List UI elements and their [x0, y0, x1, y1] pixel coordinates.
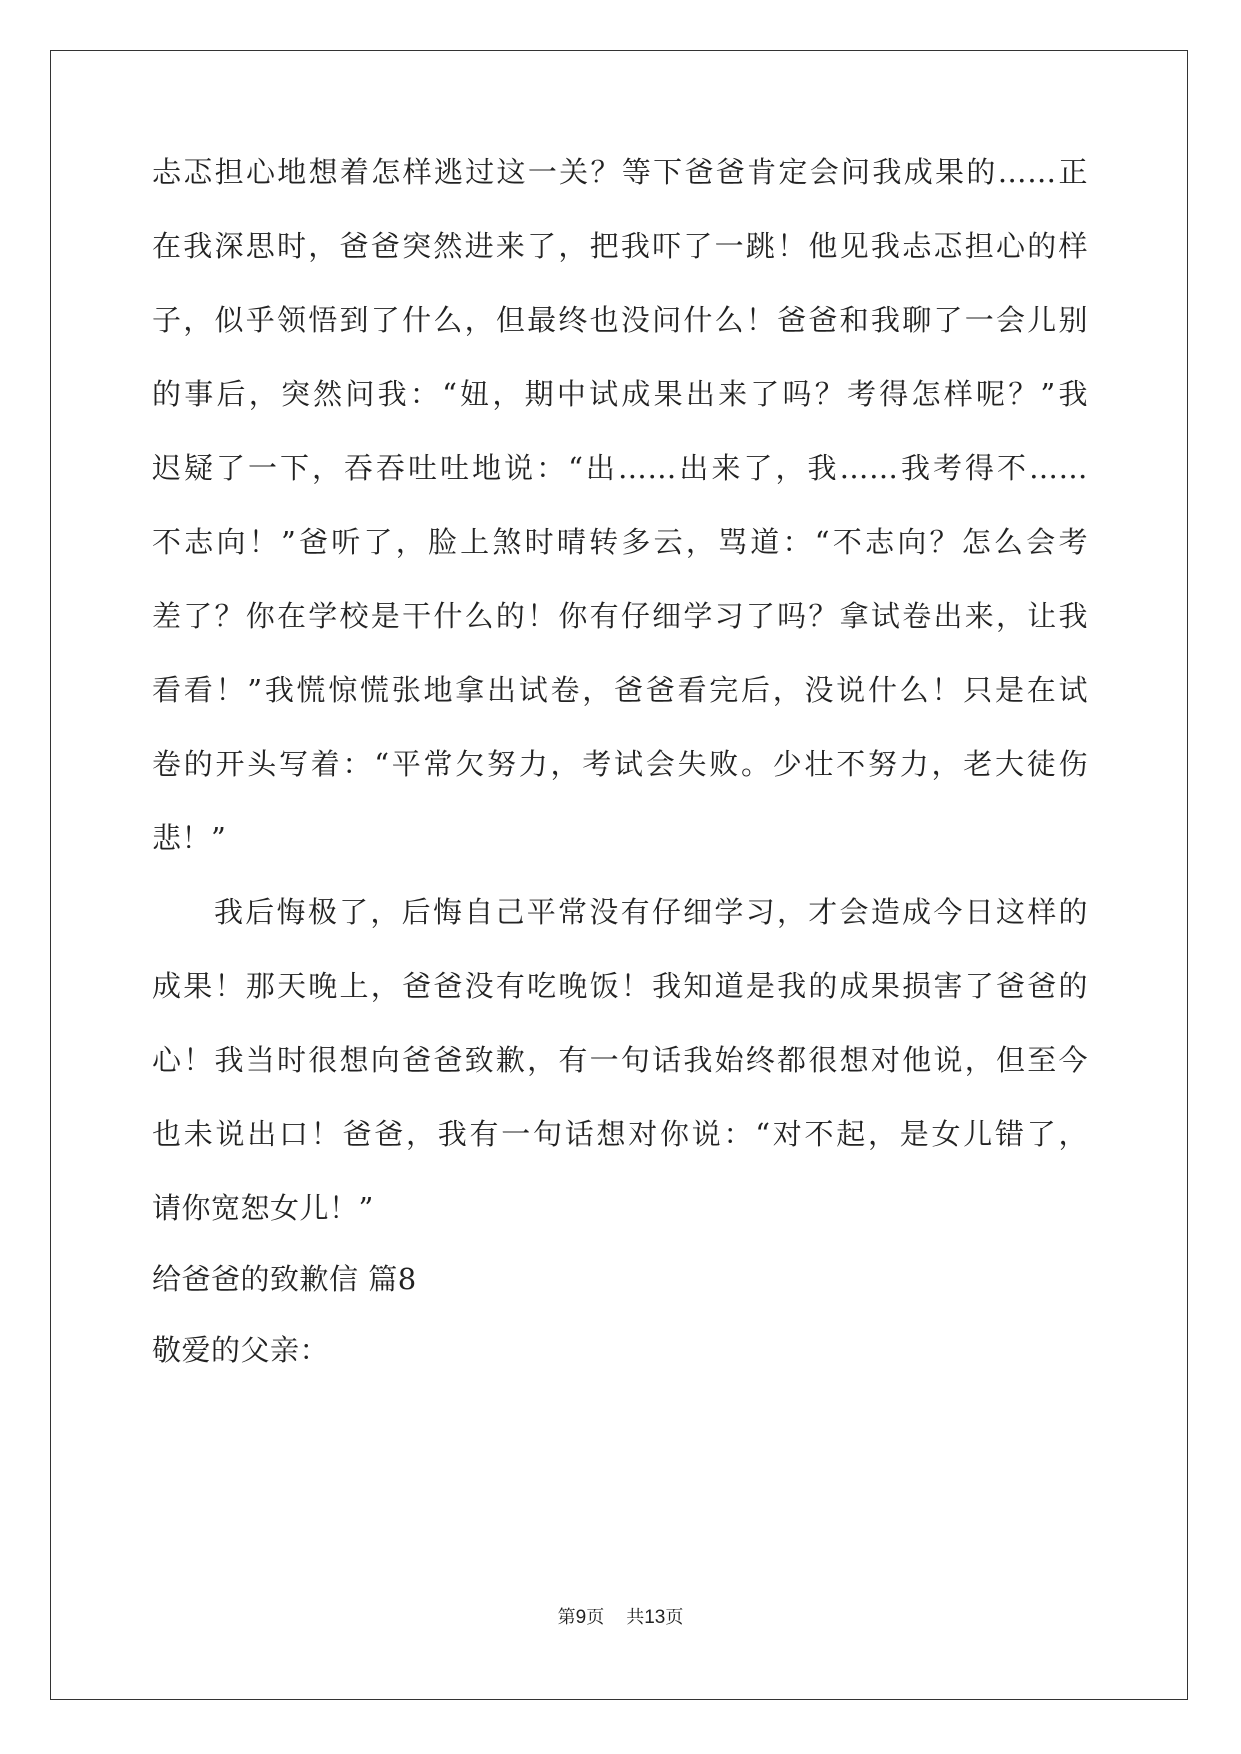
- body-line: 迟疑了一下，吞吞吐吐地说：“出……出来了，我……我考得不……: [152, 451, 1088, 485]
- body-line: 请你宽恕女儿！”: [152, 1191, 374, 1225]
- total-pages: 13: [644, 1607, 666, 1628]
- body-line: 成果！那天晚上，爸爸没有吃晚饭！我知道是我的成果损害了爸爸的: [152, 969, 1088, 1003]
- body-line: 心！我当时很想向爸爸致歉，有一句话我始终都很想对他说，但至今: [152, 1043, 1088, 1077]
- total-suffix: 页: [665, 1607, 684, 1628]
- page-suffix: 页: [586, 1607, 605, 1628]
- paragraph-first-line: 我后悔极了，后悔自己平常没有仔细学习，才会造成今日这样的: [214, 895, 1088, 929]
- body-line: 也未说出口！爸爸，我有一句话想对你说：“对不起，是女儿错了，: [152, 1117, 1088, 1151]
- body-line: 差了？你在学校是干什么的！你有仔细学习了吗？拿试卷出来，让我: [152, 599, 1088, 633]
- total-prefix: 共: [626, 1607, 645, 1628]
- body-line: 卷的开头写着：“平常欠努力，考试会失败。少壮不努力，老大徒伤: [152, 747, 1088, 781]
- page-prefix: 第: [557, 1607, 576, 1628]
- page-border: [50, 50, 1188, 1700]
- section-heading: 给爸爸的致歉信 篇8: [152, 1262, 417, 1296]
- body-line: 悲！”: [152, 821, 227, 855]
- body-line: 看看！”我慌惊慌张地拿出试卷，爸爸看完后，没说什么！只是在试: [152, 673, 1088, 707]
- body-line: 的事后，突然问我：“妞，期中试成果出来了吗？考得怎样呢？”我: [152, 377, 1088, 411]
- body-line: 子，似乎领悟到了什么，但最终也没问什么！爸爸和我聊了一会儿别: [152, 303, 1088, 337]
- body-line: 忐忑担心地想着怎样逃过这一关？等下爸爸肯定会问我成果的……正: [152, 155, 1088, 189]
- page-number: 9: [575, 1607, 587, 1628]
- salutation: 敬爱的父亲：: [152, 1333, 330, 1367]
- page-footer: [0, 1606, 1241, 1630]
- body-line: 在我深思时，爸爸突然进来了，把我吓了一跳！他见我忐忑担心的样: [152, 229, 1088, 263]
- body-line: 不志向！”爸听了，脸上煞时晴转多云，骂道：“不志向？怎么会考: [152, 525, 1088, 559]
